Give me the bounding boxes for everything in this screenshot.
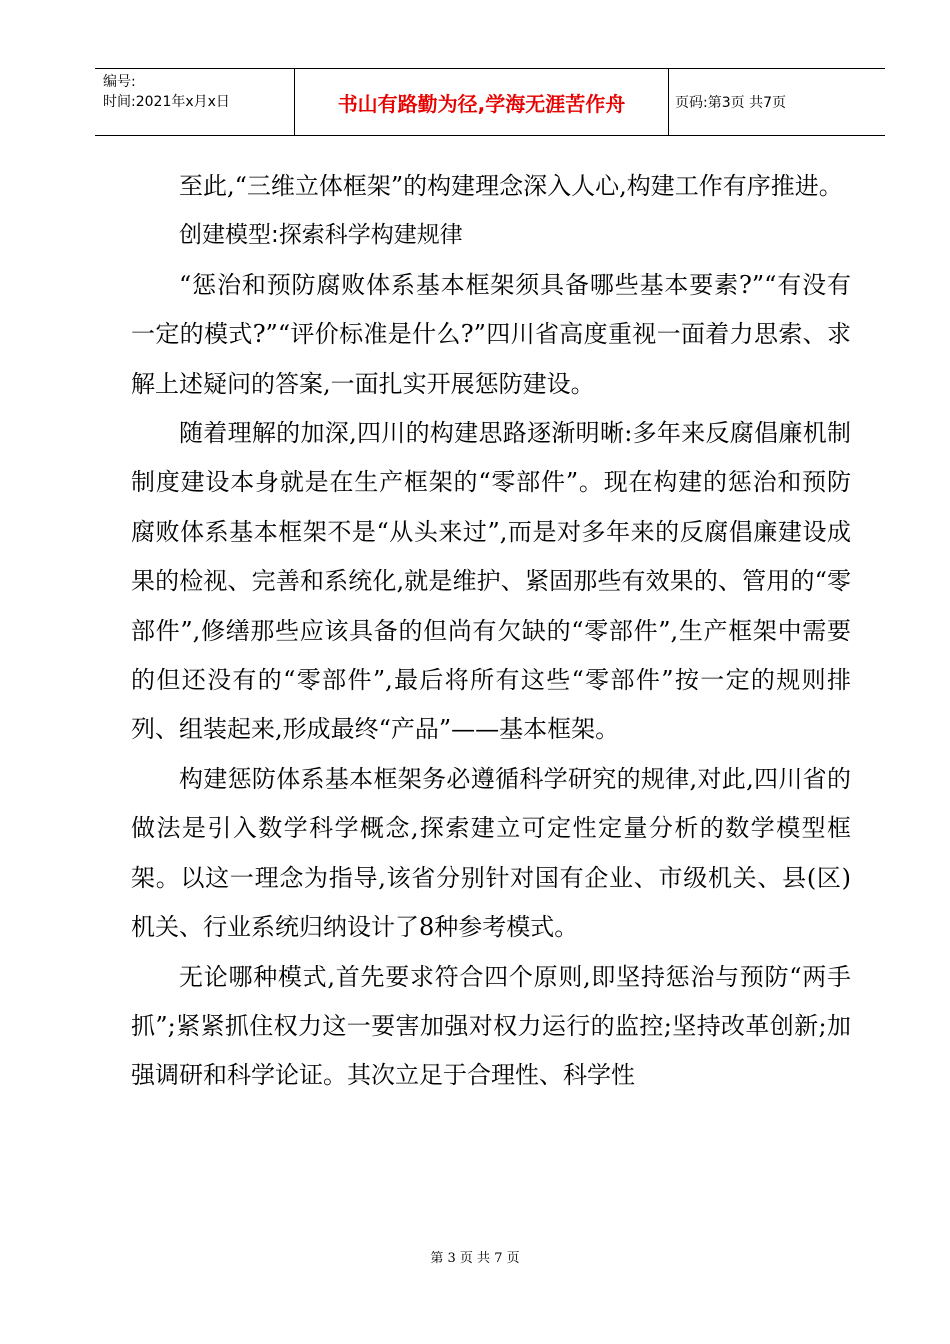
time-label: 时间:2021年x月x日 [103, 94, 230, 110]
header-page-info: 页码:第3页 共7页 [675, 95, 786, 111]
serial-label: 编号: [103, 74, 136, 90]
header-motto: 书山有路勤为径,学海无涯苦作舟 [295, 69, 669, 135]
paragraph: 构建惩防体系基本框架务必遵循科学研究的规律,对此,四川省的做法是引入数学科学概念,探索建立可定性定量分析的数学模型框架。以这一理念为指导,该省分别针对国有企业、市级机关、县(区)机关、行业系统归纳设计了8种参考模式。 [131, 764, 851, 942]
header-meta [95, 69, 295, 135]
page-header [95, 68, 885, 136]
paragraph: 无论哪种模式,首先要求符合四个原则,即坚持惩治与预防“两手抓”;紧紧抓住权力这一要害加强对权力运行的监控;坚持改革创新;加强调研和科学论证。其次立足于合理性、科学性 [131, 962, 851, 1090]
paragraph: 随着理解的加深,四川的构建思路逐渐明晰:多年来反腐倡廉机制制度建设本身就是在生产框架的“零部件”。现在构建的惩治和预防腐败体系基本框架不是“从头来过”,而是对多年来的反腐倡廉建设成果的检视、完善和系统化,就是维护、紧固那些有效果的、管用的“零部件”,修缮那些应该具备的但尚有欠缺的“零部件”,生产框架中需要的但还没有的“零部件”,最后将所有这些“零部件”按一定的规则排列、组装起来,形成最终“产品”——基本框架。 [131, 419, 851, 744]
section-heading: 创建模型:探索科学构建规律 [179, 222, 463, 249]
paragraph: 至此,“三维立体框架”的构建理念深入人心,构建工作有序推进。 [179, 172, 843, 200]
document-body [131, 162, 851, 1101]
paragraph: “惩治和预防腐败体系基本框架须具备哪些基本要素?”“有没有一定的模式?”“评价标准是什么?”四川省高度重视一面着力思索、求解上述疑问的答案,一面扎实开展惩防建设。 [131, 270, 851, 398]
page-footer: 第 3 页 共 7 页 [430, 1251, 520, 1266]
